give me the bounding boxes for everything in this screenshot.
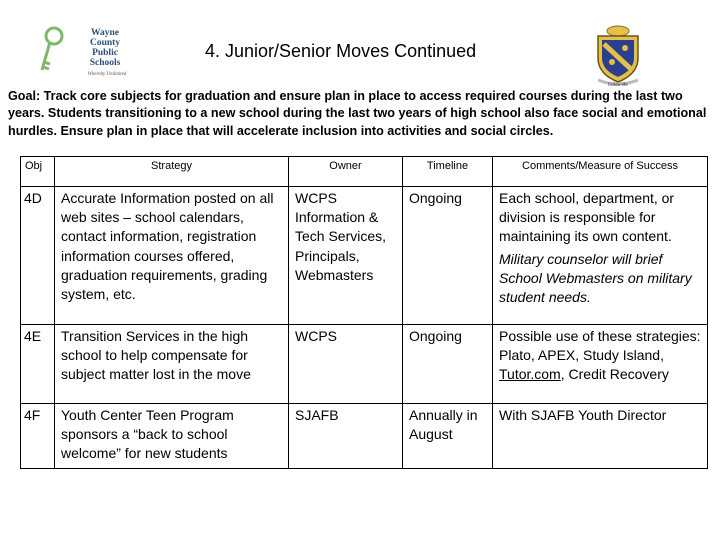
cell-comments (493, 187, 708, 325)
page-title: 4. Junior/Senior Moves Continued (205, 41, 477, 61)
cell-strategy: Youth Center Teen Program sponsors a “back to school welcome” for new students (55, 404, 289, 469)
table-header-row (21, 157, 708, 187)
table-row (21, 325, 708, 404)
comments-suffix: , Credit Recovery (560, 366, 669, 383)
cell-obj: 4F (21, 404, 55, 469)
comments-text: Possible use of these strategies: Plato, APEX, Study Island, (499, 328, 701, 364)
wcps-logo (38, 22, 138, 84)
key-icon (38, 22, 78, 78)
cell-strategy: Transition Services in the high school to help compensate for subject matter lost in the move (55, 325, 289, 404)
cell-timeline: Ongoing (403, 325, 493, 404)
comments-italic-note: Military counselor will brief School Webmasters on military student needs. (499, 250, 692, 306)
comments-text: Each school, department, or division is responsible for maintaining its own content. (499, 190, 675, 245)
svg-text:Follow Me: Follow Me (608, 82, 628, 87)
logo-wordmark: Wayne County Public Schools (89, 28, 121, 68)
logo-tagline: Whereby Unlimited (87, 72, 127, 77)
table-row (21, 187, 708, 325)
cell-obj: 4E (21, 325, 55, 404)
cell-obj: 4D (21, 187, 55, 325)
goal-statement: Goal: Track core subjects for graduation and ensure plan in place to access required courses during the last two years. Students transitioning to a new school during the last two years of high school also face social and emotional hurdles. Ensure plan in place that will accelerate inclusion into activities and social circles. (8, 89, 707, 138)
cell-timeline: Annually in August (403, 404, 493, 469)
header-strategy: Strategy (55, 157, 289, 187)
cell-strategy: Accurate Information posted on all web sites – school calendars, contact information, registration information courses offered, graduation requirements, grading system, etc. (55, 187, 289, 325)
cell-owner: SJAFB (289, 404, 403, 469)
header-obj: Obj (21, 157, 55, 187)
cell-owner: WCPS Information & Tech Services, Principals, Webmasters (289, 187, 403, 325)
header-owner: Owner (289, 157, 403, 187)
cell-timeline: Ongoing (403, 187, 493, 325)
strategy-table (20, 156, 708, 469)
header-timeline: Timeline (403, 157, 493, 187)
cell-comments: With SJAFB Youth Director (493, 404, 708, 469)
table-row (21, 404, 708, 469)
tutor-link[interactable]: Tutor.com (499, 366, 561, 383)
unit-crest (592, 22, 644, 93)
shield-icon (592, 22, 644, 88)
cell-owner: WCPS (289, 325, 403, 404)
header-comments: Comments/Measure of Success (493, 157, 708, 187)
cell-comments (493, 325, 708, 404)
